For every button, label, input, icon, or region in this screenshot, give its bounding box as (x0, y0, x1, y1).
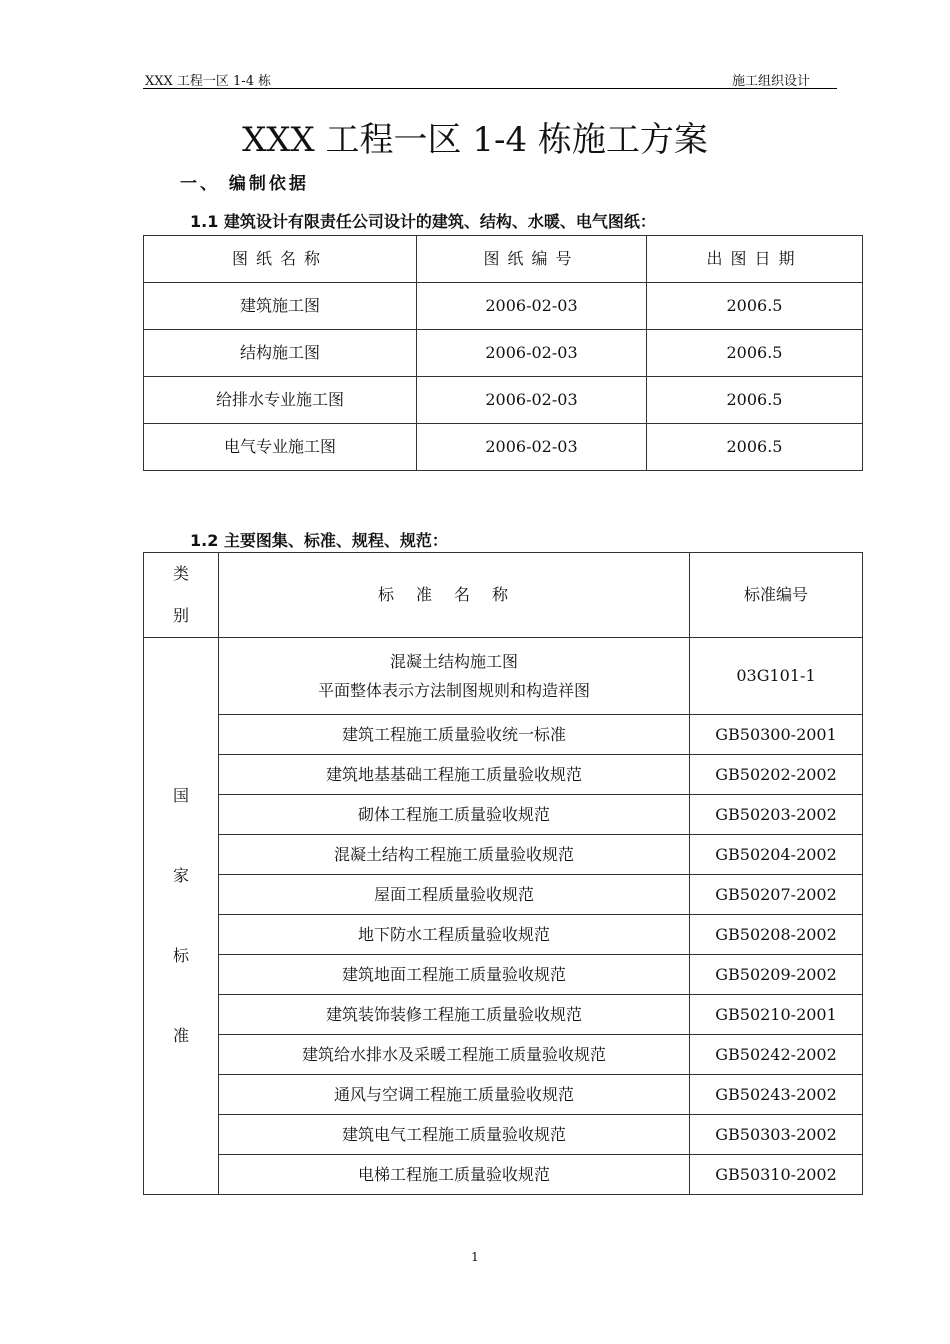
standard-code: GB50310-2002 (690, 1155, 863, 1195)
table-row (144, 1075, 863, 1115)
header-category-char: 别 (172, 606, 189, 625)
drawing-number: 2006-02-03 (417, 330, 647, 377)
standard-code: GB50243-2002 (690, 1075, 863, 1115)
table-row (144, 915, 863, 955)
standard-name-line: 混凝土结构施工图 (389, 652, 518, 671)
table-row (144, 795, 863, 835)
standard-name: 建筑电气工程施工质量验收规范 (219, 1115, 690, 1155)
header-standard-code: 标准编号 (690, 553, 863, 638)
standard-name: 建筑给水排水及采暖工程施工质量验收规范 (219, 1035, 690, 1075)
standard-name-line: 平面整体表示方法制图规则和构造祥图 (317, 681, 590, 700)
header-left: XXX 工程一区 1-4 栋 (145, 74, 272, 89)
standard-code: 03G101-1 (690, 638, 863, 715)
table-row (144, 715, 863, 755)
standards-table (143, 552, 863, 1195)
document-title: XXX 工程一区 1-4 栋施工方案 (242, 120, 708, 160)
drawing-name: 给排水专业施工图 (144, 377, 417, 424)
standard-code: GB50300-2001 (690, 715, 863, 755)
category-char: 家 (172, 866, 189, 885)
standard-code: GB50303-2002 (690, 1115, 863, 1155)
standard-name: 建筑地基基础工程施工质量验收规范 (219, 755, 690, 795)
header-right: 施工组织设计 (732, 74, 811, 89)
category-national-standard (144, 638, 219, 1195)
header-drawing-name: 图纸名称 (144, 236, 417, 283)
header-category-char: 类 (172, 564, 189, 583)
table-row (144, 755, 863, 795)
issue-date: 2006.5 (647, 330, 863, 377)
standard-code: GB50203-2002 (690, 795, 863, 835)
standard-code: GB50208-2002 (690, 915, 863, 955)
drawings-table (143, 235, 863, 471)
header-category (144, 553, 219, 638)
section-heading: 一、 编制依据 (180, 174, 309, 194)
standard-name: 混凝土结构工程施工质量验收规范 (219, 835, 690, 875)
table-header-row (144, 553, 863, 638)
standard-code: GB50204-2002 (690, 835, 863, 875)
drawing-name: 结构施工图 (144, 330, 417, 377)
header-divider (143, 88, 837, 89)
standard-name: 建筑地面工程施工质量验收规范 (219, 955, 690, 995)
drawing-name: 电气专业施工图 (144, 424, 417, 471)
header-issue-date: 出图日期 (647, 236, 863, 283)
table-row (144, 875, 863, 915)
table-header-row (144, 236, 863, 283)
drawing-number: 2006-02-03 (417, 377, 647, 424)
issue-date: 2006.5 (647, 424, 863, 471)
standard-name (219, 638, 690, 715)
header-drawing-number: 图纸编号 (417, 236, 647, 283)
table-row (144, 1115, 863, 1155)
drawing-name: 建筑施工图 (144, 283, 417, 330)
table-row (144, 283, 863, 330)
standard-code: GB50207-2002 (690, 875, 863, 915)
table-row (144, 377, 863, 424)
table-row (144, 330, 863, 377)
issue-date: 2006.5 (647, 377, 863, 424)
drawing-number: 2006-02-03 (417, 424, 647, 471)
standard-name: 地下防水工程质量验收规范 (219, 915, 690, 955)
standard-name: 建筑工程施工质量验收统一标准 (219, 715, 690, 755)
standard-code: GB50242-2002 (690, 1035, 863, 1075)
category-char: 准 (172, 1026, 189, 1045)
subsection-1-2: 1.2 主要图集、标准、规程、规范： (190, 531, 448, 550)
page-number: 1 (471, 1250, 479, 1264)
subsection-1-1: 1.1 建筑设计有限责任公司设计的建筑、结构、水暖、电气图纸： (190, 212, 656, 231)
table-row (144, 955, 863, 995)
standard-name: 通风与空调工程施工质量验收规范 (219, 1075, 690, 1115)
standard-code: GB50202-2002 (690, 755, 863, 795)
issue-date: 2006.5 (647, 283, 863, 330)
drawing-number: 2006-02-03 (417, 283, 647, 330)
table-row (144, 1155, 863, 1195)
table-row (144, 1035, 863, 1075)
standard-code: GB50209-2002 (690, 955, 863, 995)
standard-name: 建筑装饰装修工程施工质量验收规范 (219, 995, 690, 1035)
table-row (144, 835, 863, 875)
standard-code: GB50210-2001 (690, 995, 863, 1035)
category-char: 国 (172, 786, 189, 805)
table-row (144, 995, 863, 1035)
standard-name: 砌体工程施工质量验收规范 (219, 795, 690, 835)
category-char: 标 (172, 946, 189, 965)
table-row (144, 638, 863, 715)
header-standard-name: 标准名称 (219, 553, 690, 638)
table-row (144, 424, 863, 471)
standard-name: 电梯工程施工质量验收规范 (219, 1155, 690, 1195)
standard-name: 屋面工程质量验收规范 (219, 875, 690, 915)
